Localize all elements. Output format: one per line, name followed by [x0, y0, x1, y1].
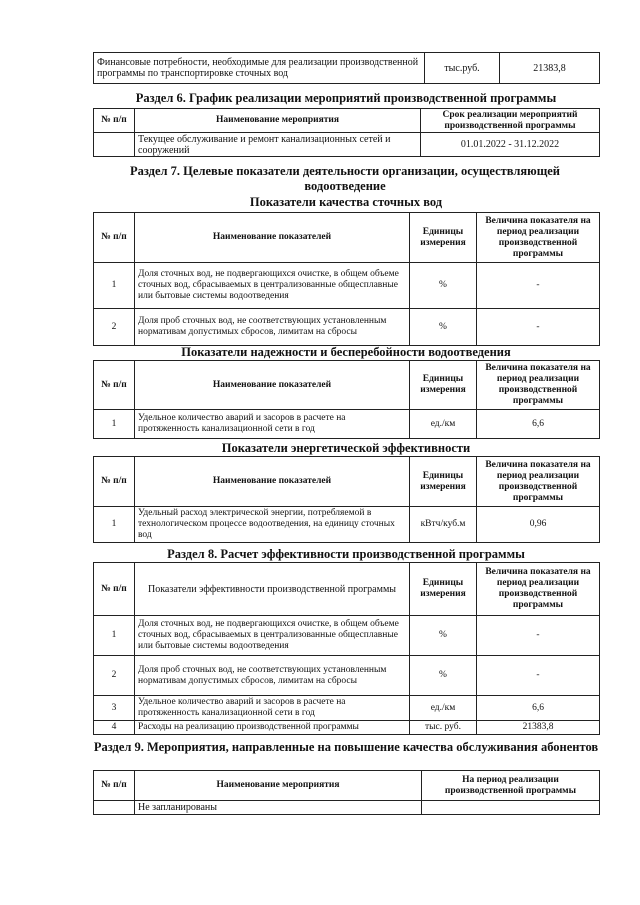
- table-row-value: 6,6: [477, 696, 600, 721]
- e-header-unit: Единицы измерения: [410, 457, 477, 507]
- table-row-unit: тыс. руб.: [410, 721, 477, 735]
- s8-header-value: Величина показателя на период реализации производственной программы: [477, 563, 600, 616]
- table-row-name: Удельное количество аварий и засоров в расчете на протяженность канализационной сети в год: [135, 696, 410, 721]
- table-row-value: -: [477, 263, 600, 309]
- r-header-num: № п/п: [94, 361, 135, 410]
- table-row-name: Доля сточных вод, не подвергающихся очистке, в общем объеме сточных вод, сбрасываемых в централизованные общесплавные или бытовые системы водоотведения: [135, 616, 410, 656]
- table-row-name: Удельный расход электрической энергии, потребляемой в технологическом процессе водоотведения, на единицу сточных вод: [135, 507, 410, 543]
- table-row-unit: %: [410, 656, 477, 696]
- section6-title: Раздел 6. График реализации мероприятий производственной программы: [135, 91, 557, 105]
- s8-header-num: № п/п: [94, 563, 135, 616]
- s7-subtitle-reliability: Показатели надежности и бесперебойности водоотведения: [181, 345, 511, 359]
- table-row-num: 1: [94, 410, 135, 439]
- finance-value: 21383,8: [500, 53, 600, 84]
- q-header-num: № п/п: [94, 213, 135, 263]
- table-row-value: -: [477, 656, 600, 696]
- table-row-num: 1: [94, 263, 135, 309]
- table-row-name: Удельное количество аварий и засоров в расчете на протяженность канализационной сети в год: [135, 410, 410, 439]
- s9-header-period: На период реализации производственной программы: [422, 771, 600, 801]
- table-row-name: Расходы на реализацию производственной программы: [135, 721, 410, 735]
- section6-table: [93, 108, 600, 157]
- r-header-unit: Единицы измерения: [410, 361, 477, 410]
- s8-header-unit: Единицы измерения: [410, 563, 477, 616]
- e-header-num: № п/п: [94, 457, 135, 507]
- r-header-value: Величина показателя на период реализации производственной программы: [477, 361, 600, 410]
- section9-title: Раздел 9. Мероприятия, направленные на повышение качества обслуживания абонентов: [93, 740, 599, 754]
- finance-name: Финансовые потребности, необходимые для реализации производственной программы по транспортировке сточных вод: [94, 53, 425, 84]
- table-row-unit: %: [410, 309, 477, 346]
- table-row-value: 21383,8: [477, 721, 600, 735]
- s6-header-term: Срок реализации мероприятий производственной программы: [421, 109, 600, 133]
- table-row-num: 3: [94, 696, 135, 721]
- table-row-value: 6,6: [477, 410, 600, 439]
- table-row-unit: ед./км: [410, 410, 477, 439]
- energy-table: [93, 456, 600, 543]
- section7-title: Раздел 7. Целевые показатели деятельности организации, осуществляющей водоотведение: [129, 164, 561, 193]
- s8-header-name: Показатели эффективности производственной программы: [135, 563, 410, 616]
- table-row-name: Доля проб сточных вод, не соответствующих установленным нормативам допустимых сбросов, лимитам на сбросы: [135, 309, 410, 346]
- finance-unit: тыс.руб.: [425, 53, 500, 84]
- s6-header-name: Наименование мероприятия: [135, 109, 421, 133]
- section8-title: Раздел 8. Расчет эффективности производственной программы: [167, 547, 525, 561]
- e-header-name: Наименование показателей: [135, 457, 410, 507]
- q-header-name: Наименование показателей: [135, 213, 410, 263]
- table-row-unit: %: [410, 263, 477, 309]
- s9-header-name: Наименование мероприятия: [135, 771, 422, 801]
- q-header-unit: Единицы измерения: [410, 213, 477, 263]
- table-row-num: 4: [94, 721, 135, 735]
- table-row-num: 1: [94, 616, 135, 656]
- table-row-num: 2: [94, 656, 135, 696]
- s9-row-name: Не запланированы: [135, 801, 422, 815]
- r-header-name: Наименование показателей: [135, 361, 410, 410]
- s6-header-num: № п/п: [94, 109, 135, 133]
- s7-subtitle-quality: Показатели качества сточных вод: [249, 195, 443, 209]
- finance-table: [93, 52, 600, 84]
- s6-row-name: Текущее обслуживание и ремонт канализационных сетей и сооружений: [135, 133, 421, 157]
- s6-row-term: 01.01.2022 - 31.12.2022: [421, 133, 600, 157]
- section8-table: [93, 562, 600, 735]
- table-row-name: Доля сточных вод, не подвергающихся очистке, в общем объеме сточных вод, сбрасываемых в централизованные общесплавные или бытовые системы водоотведения: [135, 263, 410, 309]
- table-row-num: 2: [94, 309, 135, 346]
- reliability-table: [93, 360, 600, 439]
- table-row-value: -: [477, 309, 600, 346]
- table-row-value: 0,96: [477, 507, 600, 543]
- s7-subtitle-energy: Показатели энергетической эффективности: [221, 441, 471, 455]
- table-row-num: 1: [94, 507, 135, 543]
- table-row-unit: %: [410, 616, 477, 656]
- table-row-name: Доля проб сточных вод, не соответствующих установленным нормативам допустимых сбросов, лимитам на сбросы: [135, 656, 410, 696]
- quality-table: [93, 212, 600, 346]
- e-header-value: Величина показателя на период реализации производственной программы: [477, 457, 600, 507]
- table-row-unit: кВтч/куб.м: [410, 507, 477, 543]
- table-row-value: -: [477, 616, 600, 656]
- s9-header-num: № п/п: [94, 771, 135, 801]
- table-row-unit: ед./км: [410, 696, 477, 721]
- section9-table: [93, 770, 600, 815]
- q-header-value: Величина показателя на период реализации производственной программы: [477, 213, 600, 263]
